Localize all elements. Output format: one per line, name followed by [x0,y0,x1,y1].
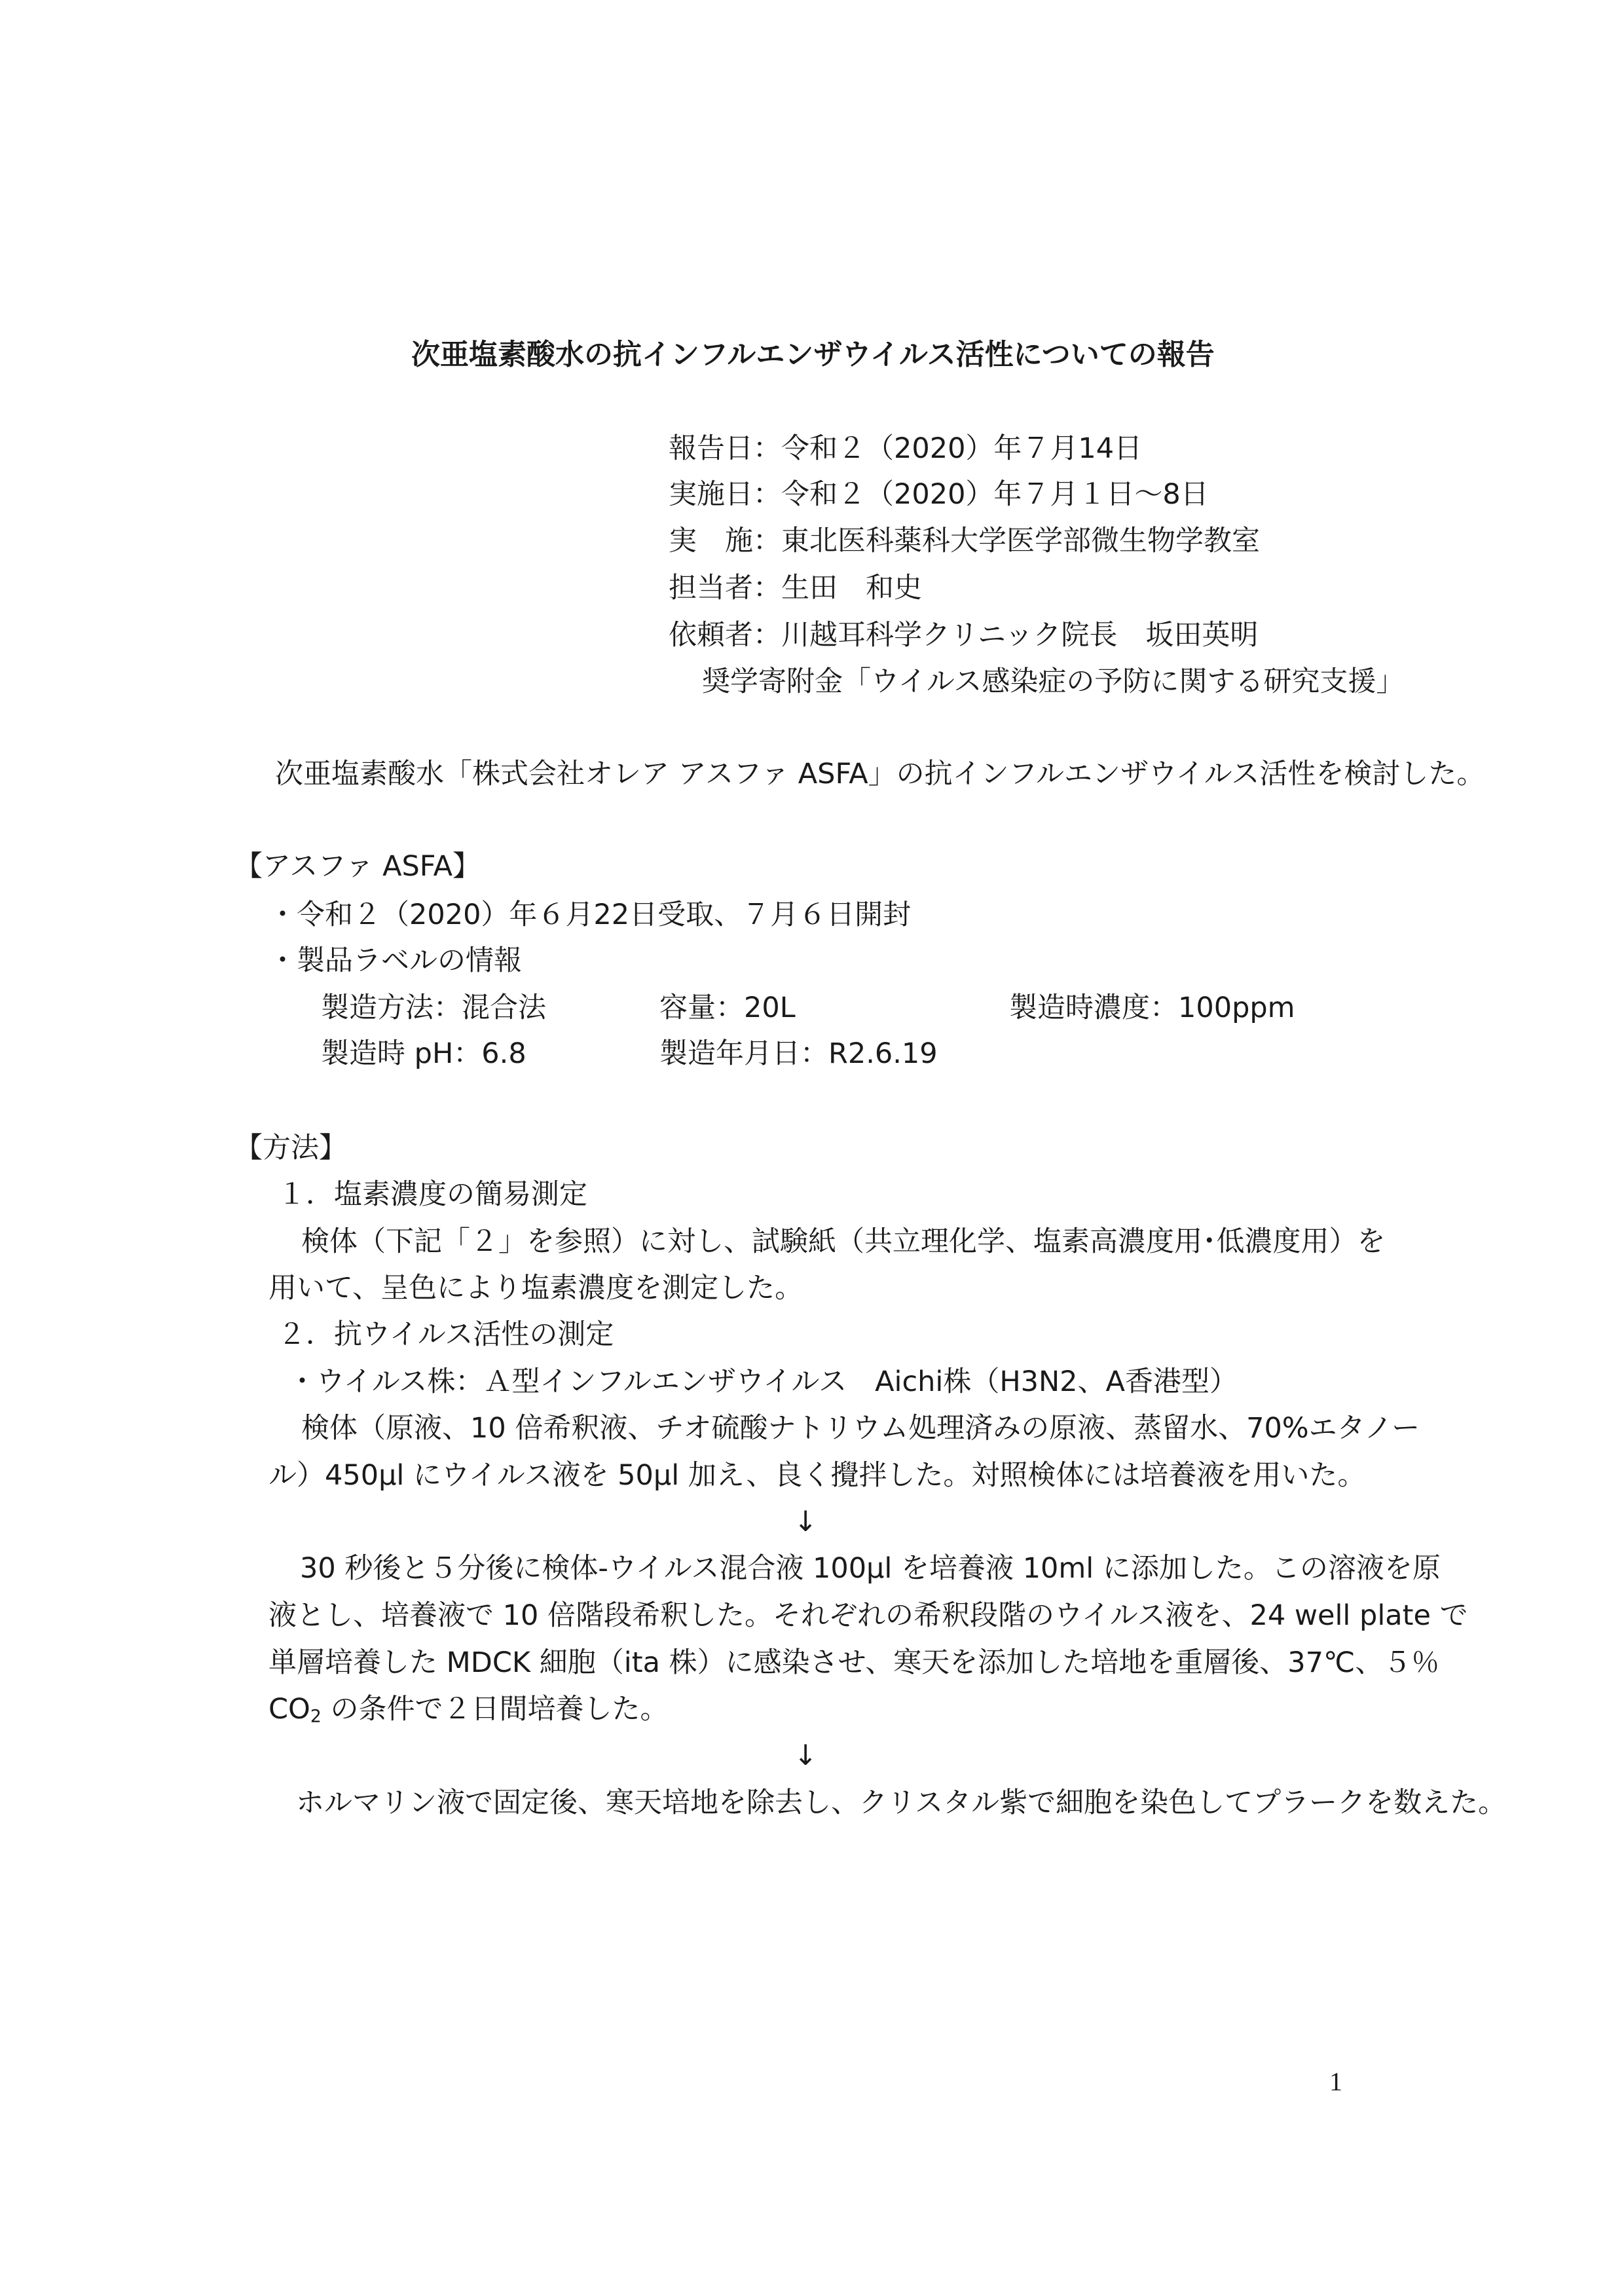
step1-line1: 検体（下記「２」を参照）に対し、試験紙（共立理化学、塩素高濃度用･低濃度用）を [301,1225,1386,1258]
step4-text: ホルマリン液で固定後、寒天培地を除去し、クリスタル紫で細胞を染色してプラークを数えた。 [296,1787,1507,1819]
manufacturing-ph: 製造時 pH：6.8 [321,1037,526,1070]
step1-line2: 用いて、呈色により塩素濃度を測定した。 [268,1272,803,1305]
execution-date: 実施日：令和２（2020）年７月１日〜8日 [669,478,1209,511]
methods-heading: 【方法】 [234,1132,347,1164]
step3-line3: 単層培養した MDCK 細胞（ita 株）に感染させ、寒天を添加した培地を重層後、37℃、５％ [268,1646,1440,1679]
co2-subscript: 2 [310,1706,322,1727]
arrow-down-icon-2: ↓ [793,1739,818,1772]
volume: 容量：20L [659,991,796,1024]
step2-heading: ２．抗ウイルス活性の測定 [278,1318,614,1351]
executor: 実 施：東北医科薬科大学医学部微生物学教室 [669,525,1260,557]
person-in-charge: 担当者：生田 和史 [669,572,922,604]
asfa-heading: 【アスファ ASFA】 [234,850,481,883]
step3-line1: 30 秒後と５分後に検体-ウイルス混合液 100µl を培養液 10ml に添加した。この溶液を原 [300,1552,1441,1585]
arrow-down-icon: ↓ [793,1506,818,1538]
step1-heading: １．塩素濃度の簡易測定 [278,1178,587,1211]
step3-line2: 液とし、培養液で 10 倍階段希釈した。それぞれの希釈段階のウイルス液を、24 well plate で [268,1599,1468,1632]
virus-strain: ・ウイルス株：Ａ型インフルエンザウイルス Aichi株（H3N2、A香港型） [288,1365,1238,1398]
step3-line4-rest: の条件で２日間培養した。 [321,1693,669,1726]
report-date: 報告日：令和２（2020）年７月14日 [669,432,1143,465]
document-title: 次亜塩素酸水の抗インフルエンザウイルス活性についての報告 [411,338,1215,371]
intro-text: 次亜塩素酸水「株式会社オレア アスファ ASFA」の抗インフルエンザウイルス活性を検討した。 [275,758,1485,790]
step2-line2: ル）450µl にウイルス液を 50µl 加え、良く攪拌した。対照検体には培養液を用いた。 [268,1459,1366,1492]
page-number: 1 [1329,2067,1342,2096]
label-heading: ・製品ラベルの情報 [268,944,522,977]
asfa-received: ・令和２（2020）年６月22日受取、７月６日開封 [268,898,912,931]
step3-line4 [268,1693,669,1727]
concentration: 製造時濃度：100ppm [1009,991,1295,1024]
step2-line1: 検体（原液、10 倍希釈液、チオ硫酸ナトリウム処理済みの原液、蒸留水、70%エタノー [301,1412,1420,1445]
manufacturing-method: 製造方法：混合法 [321,991,546,1024]
grant-note: 奨学寄附金「ウイルス感染症の予防に関する研究支援」 [702,665,1405,698]
co2-main: CO [268,1693,310,1726]
manufacturing-date: 製造年月日：R2.6.19 [659,1037,938,1070]
requester: 依頼者：川越耳科学クリニック院長 坂田英明 [669,619,1259,652]
